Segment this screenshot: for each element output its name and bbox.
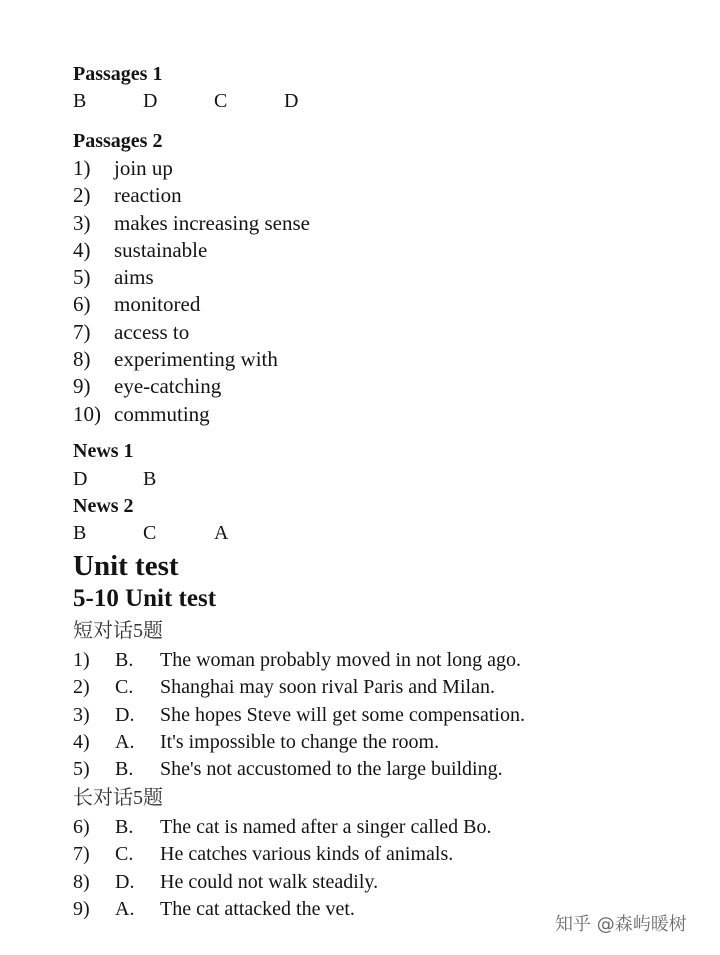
news1-answer: B: [143, 468, 157, 490]
answer-key-page: Passages 1 B D C D Passages 2 1) join up 2) reaction 3) makes increasing sense 4) sustainable 5) aims 6) monitored 7) access to 8) experimenting with 9) eye-catching 10) commuting News 1 D B News 2 B C A Unit test 5-10 Unit test 短对话5题 1) B. The woman probably moved in not long ago. 2) C. Shanghai may soon rival Paris and Milan. 3) D. She hopes Steve will get some compensation. 4) A. It's impossible to change the room. 5) B. She's not accustomed to the large building. 长对话5题 6) B. The cat is named after a singer called Bo. 7) C. He catches various kinds of animals. 8) D. He could not walk steadily. 9) A. The cat attacked the vet. 知乎 @森屿暖树: [73, 63, 687, 935]
news2-answer: B: [73, 522, 87, 544]
short-dialogs-label: 短对话5题: [73, 620, 163, 642]
passages1-answer: D: [143, 90, 158, 112]
passages2-heading: Passages 2: [73, 130, 163, 152]
long-dialogs-label: 长对话5题: [73, 787, 163, 809]
news2-answer: C: [143, 522, 157, 544]
zhihu-watermark: 知乎 @森屿暖树: [555, 914, 687, 935]
passages1-heading: Passages 1: [73, 63, 163, 85]
passages1-answer: B: [73, 90, 87, 112]
news2-answers: [73, 522, 473, 544]
news1-heading: News 1: [73, 440, 134, 462]
passages1-answer: D: [284, 90, 299, 112]
unit-test-title: Unit test: [73, 550, 179, 582]
news1-answer: D: [73, 468, 88, 490]
news2-answer: A: [214, 522, 229, 544]
news2-heading: News 2: [73, 495, 134, 517]
passages1-answers: [73, 90, 473, 112]
passages1-answer: C: [214, 90, 228, 112]
unit-test-subtitle: 5-10 Unit test: [73, 585, 217, 612]
news1-answers: [73, 468, 473, 490]
